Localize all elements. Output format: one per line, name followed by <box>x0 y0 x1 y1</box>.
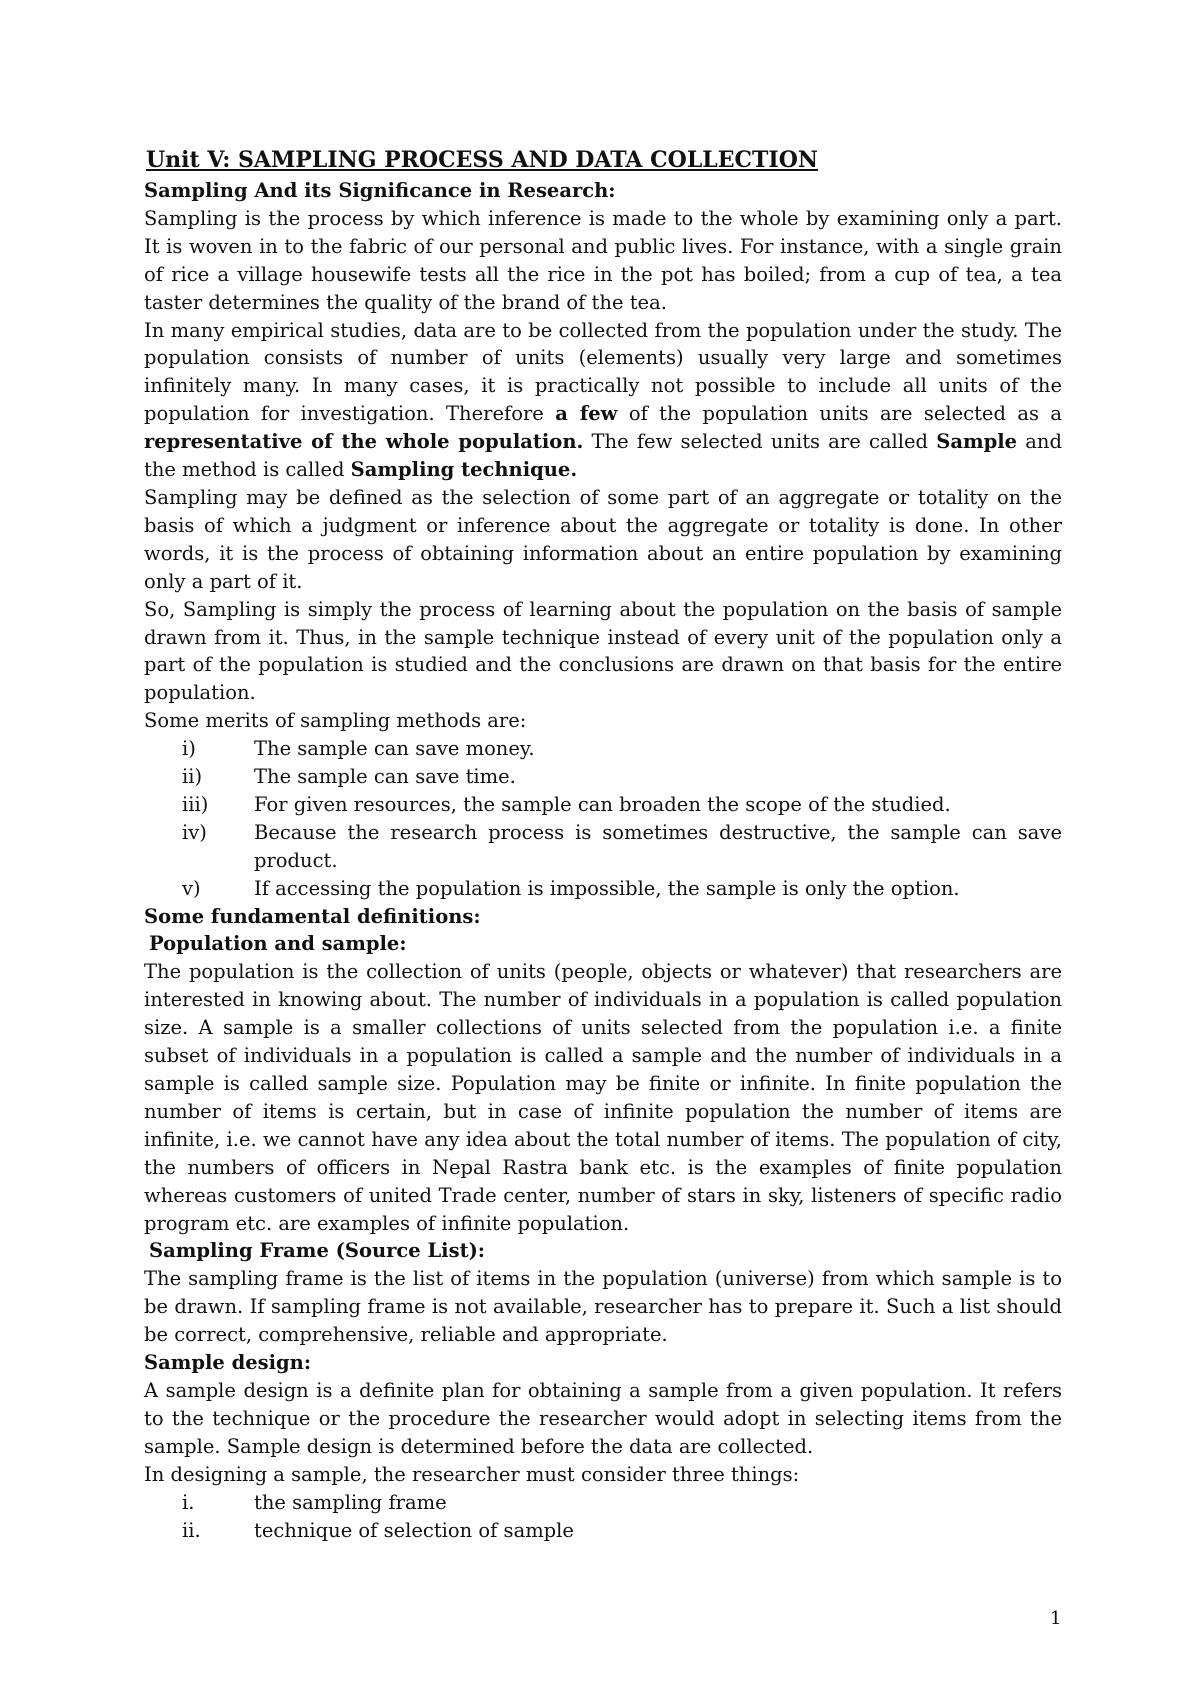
list-item-number: i) <box>182 737 196 761</box>
text-run: of the population units are selected as a <box>617 402 1062 426</box>
subheading-sample-design: Sample design: <box>144 1351 312 1375</box>
merits-intro: Some merits of sampling methods are: <box>144 709 527 733</box>
section-heading-fundamental-definitions: Some fundamental definitions: <box>144 904 481 928</box>
text-run: In many empirical studies, data are to be collected from the population under the study. The population consists of number of units (elements) usually very large and sometimes infinitely many. In many cases, it is practically not possible to include all units of the population for investigation. Therefore <box>144 318 1062 426</box>
bold-run-a-few: a few <box>555 402 618 426</box>
list-item <box>144 875 1062 903</box>
list-item <box>144 1489 1062 1517</box>
list-item-number: ii. <box>182 1518 201 1542</box>
bold-run-sample: Sample <box>936 430 1018 454</box>
list-item <box>144 791 1062 819</box>
list-item-text: For given resources, the sample can broaden the scope of the studied. <box>254 792 951 816</box>
list-item <box>144 819 1062 875</box>
list-item-text: the sampling frame <box>254 1490 447 1514</box>
paragraph-sampling-frame: The sampling frame is the list of items in the population (universe) from which sample is to be drawn. If sampling frame is not available, researcher has to prepare it. Such a list should be correct, comprehensive, reliable and appropriate. <box>144 1267 1062 1347</box>
list-item-text: Because the research process is sometimes destructive, the sample can save product. <box>254 820 1062 872</box>
design-intro: In designing a sample, the researcher must consider three things: <box>144 1462 800 1486</box>
list-item-number: iv) <box>182 820 207 844</box>
page-content <box>144 145 1062 1544</box>
section-heading-sampling-significance: Sampling And its Significance in Research: <box>144 179 616 202</box>
design-list <box>144 1489 1062 1545</box>
paragraph-empirical-studies <box>144 317 1062 484</box>
paragraph-sampling-learning: So, Sampling is simply the process of learning about the population on the basis of sample drawn from it. Thus, in the sample technique instead of every unit of the population only a part of the population is studied and the conclusions are drawn on that basis for the entire population. <box>144 597 1062 705</box>
bold-run-sampling-technique: Sampling technique. <box>350 458 578 482</box>
list-item <box>144 1517 1062 1545</box>
text-run: and the method is called <box>144 430 1062 482</box>
paragraph-sampling-definition: Sampling is the process by which inference is made to the whole by examining only a part. It is woven in to the fabric of our personal and public lives. For instance, with a single grain of rice a village housewife tests all the rice in the pot has boiled; from a cup of tea, a tea taster determines the quality of the brand of the tea. <box>144 206 1062 314</box>
merits-list <box>144 735 1062 902</box>
list-item-text: The sample can save money. <box>254 737 535 761</box>
list-item-text: If accessing the population is impossible, the sample is only the option. <box>254 876 960 900</box>
subheading-sampling-frame: Sampling Frame (Source List): <box>149 1239 486 1263</box>
list-item <box>144 735 1062 763</box>
paragraph-population-sample: The population is the collection of units (people, objects or whatever) that researchers are interested in knowing about. The number of individuals in a population is called population size. A sample is a smaller collections of units selected from the population i.e. a finite subset of individuals in a population is called a sample and the number of individuals in a sample is called sample size. Population may be finite or infinite. In finite population the number of items is certain, but in case of infinite population the number of items are infinite, i.e. we cannot have any idea about the total number of items. The population of city, the numbers of officers in Nepal Rastra bank etc. is the examples of finite population whereas customers of united Trade center, number of stars in sky, listeners of specific radio program etc. are examples of infinite population. <box>144 960 1062 1235</box>
paragraph-sampling-selection: Sampling may be defined as the selection of some part of an aggregate or totality on the basis of which a judgment or inference about the aggregate or totality is done. In other words, it is the process of obtaining information about an entire population by examining only a part of it. <box>144 485 1062 593</box>
bold-run-representative: representative of the whole population. <box>144 430 584 454</box>
list-item-number: i. <box>182 1490 195 1514</box>
list-item-number: iii) <box>182 792 209 816</box>
list-item-text: technique of selection of sample <box>254 1518 574 1542</box>
list-item-text: The sample can save time. <box>254 765 516 789</box>
document-title: Unit V: SAMPLING PROCESS AND DATA COLLECTION <box>146 147 818 173</box>
list-item-number: v) <box>182 876 201 900</box>
paragraph-sample-design: A sample design is a definite plan for obtaining a sample from a given population. It refers to the technique or the procedure the researcher would adopt in selecting items from the sample. Sample design is determined before the data are collected. <box>144 1378 1062 1458</box>
list-item <box>144 763 1062 791</box>
subheading-population-sample: Population and sample: <box>149 932 407 956</box>
list-item-number: ii) <box>182 765 203 789</box>
text-run: The few selected units are called <box>583 430 937 454</box>
page-number: 1 <box>1050 1608 1062 1629</box>
